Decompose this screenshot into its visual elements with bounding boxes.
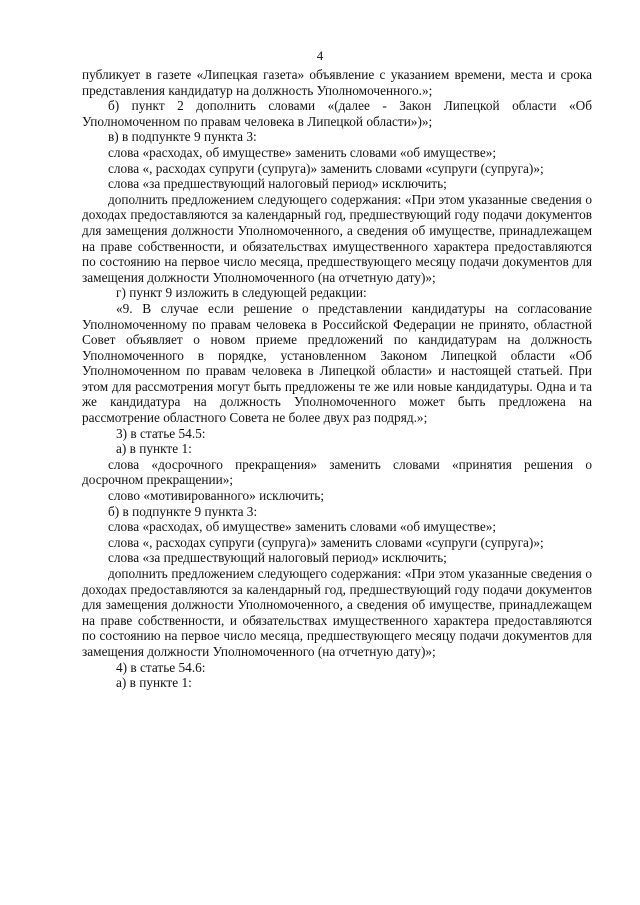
paragraph: слова «досрочного прекращения» заменить словами «принятия решения о досрочном прекращении»; bbox=[82, 456, 592, 488]
paragraph: слова «расходах, об имуществе» заменить словами «об имуществе»; bbox=[108, 144, 497, 160]
paragraph: слова «, расходах супруги (супруга)» заменить словами «супруги (супруга)»; bbox=[108, 160, 544, 176]
paragraph-continuation: публикует в газете «Липецкая газета» объявление с указанием времени, места и срока представления кандидатур на должность Уполномоченного.»; bbox=[82, 67, 592, 98]
paragraph: а) в пункте 1: bbox=[116, 441, 192, 457]
paragraph: слова «за предшествующий налоговый период» исключить; bbox=[108, 176, 447, 192]
paragraph: 4) в статье 54.6: bbox=[116, 659, 206, 675]
paragraph: слова «за предшествующий налоговый период» исключить; bbox=[108, 550, 447, 566]
paragraph: 3) в статье 54.5: bbox=[116, 425, 206, 441]
paragraph: б) пункт 2 дополнить словами «(далее - Закон Липецкой области «Об Уполномоченном по правам человека в Липецкой области»)»; bbox=[82, 98, 592, 129]
paragraph: дополнить предложением следующего содержания: «При этом указанные сведения о доходах предоставляются за календарный год, предшествующий году подачи документов для замещения должности Уполномоченного, а сведения об имуществе, принадлежащем на праве собственности, и обязательствах имущественного характера предоставляются по состоянию на первое число месяца, предшествующего месяцу подачи документов для замещения должности Уполномоченного (на отчетную дату)»; bbox=[82, 566, 592, 659]
paragraph: дополнить предложением следующего содержания: «При этом указанные сведения о доходах предоставляются за календарный год, предшествующий году подачи документов для замещения должности Уполномоченного, а сведения об имуществе, принадлежащем на праве собственности, и обязательствах имущественного характера предоставляются по состоянию на первое число месяца, предшествующего месяцу подачи документов для замещения должности Уполномоченного (на отчетную дату)»; bbox=[82, 191, 592, 285]
paragraph: б) в подпункте 9 пункта 3: bbox=[108, 503, 258, 519]
paragraph: слово «мотивированного» исключить; bbox=[108, 488, 325, 504]
paragraph: а) в пункте 1: bbox=[116, 675, 192, 691]
page-number: 4 bbox=[316, 48, 324, 63]
paragraph: «9. В случае если решение о представлении кандидатуры на согласование Уполномоченному по правам человека в Российской Федерации не принято, областной Совет объявляет о новом приеме предложений по кандидатурам на должность Уполномоченного в порядке, установленном Законом Липецкой области «Об Уполномоченном по правам человека в Липецкой области» и настоящей статьей. При этом для рассмотрения могут быть предложены те же или новые кандидатуры. Одна и та же кандидатура на должность Уполномоченного может быть предложена на рассмотрение областного Совета не более двух раз подряд.»; bbox=[82, 300, 592, 426]
paragraph: слова «, расходах супруги (супруга)» заменить словами «супруги (супруга)»; bbox=[108, 534, 544, 550]
document-body bbox=[82, 67, 592, 691]
paragraph: г) пункт 9 изложить в следующей редакции: bbox=[116, 285, 367, 301]
paragraph: в) в подпункте 9 пункта 3: bbox=[108, 129, 257, 145]
paragraph: слова «расходах, об имуществе» заменить словами «об имуществе»; bbox=[108, 519, 497, 535]
